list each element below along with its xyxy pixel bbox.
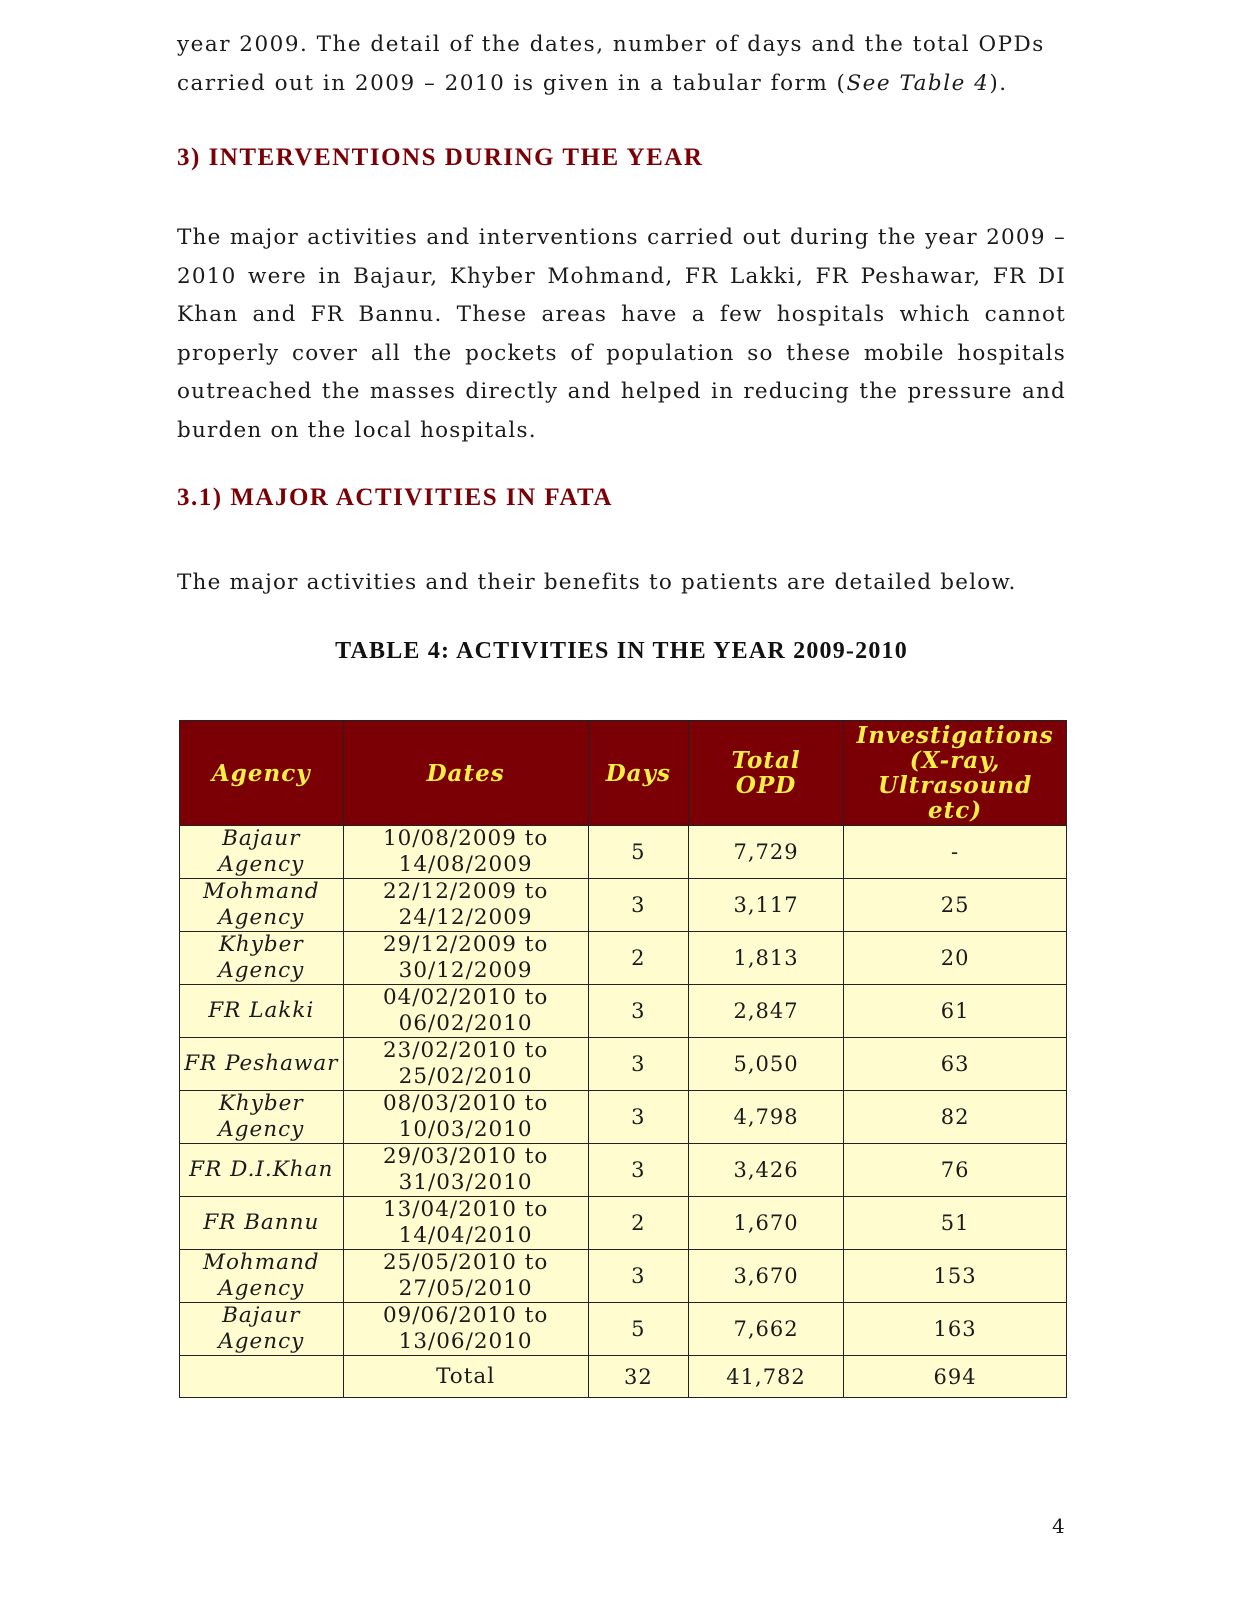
opd-cell: 1,670	[688, 1197, 843, 1250]
activities-table	[179, 720, 1067, 1398]
opd-cell: 7,729	[688, 826, 843, 879]
total-opd-cell: 41,782	[688, 1356, 843, 1398]
opd-cell: 3,670	[688, 1250, 843, 1303]
agency-cell: Bajaur Agency	[180, 1303, 344, 1356]
table-row	[180, 1197, 1067, 1250]
days-cell: 3	[588, 1038, 688, 1091]
section-3-1-heading: 3.1) MAJOR ACTIVITIES IN FATA	[177, 484, 613, 511]
header-total-opd: Total OPD	[688, 721, 843, 826]
agency-cell: Khyber Agency	[180, 1091, 344, 1144]
days-cell: 2	[588, 932, 688, 985]
table-reference: See Table 4	[846, 70, 990, 96]
table-row	[180, 1250, 1067, 1303]
agency-cell: Khyber Agency	[180, 932, 344, 985]
investigations-cell: 82	[844, 1091, 1067, 1144]
total-days-cell: 32	[588, 1356, 688, 1398]
investigations-cell: 61	[844, 985, 1067, 1038]
dates-cell: 23/02/2010 to 25/02/2010	[343, 1038, 588, 1091]
dates-cell: 04/02/2010 to 06/02/2010	[343, 985, 588, 1038]
intro-line-2a: carried out in 2009 – 2010 is given in a tabular form (	[177, 70, 847, 96]
days-cell: 3	[588, 1250, 688, 1303]
investigations-cell: 20	[844, 932, 1067, 985]
agency-cell: FR Peshawar	[180, 1038, 344, 1091]
days-cell: 3	[588, 985, 688, 1038]
days-cell: 3	[588, 1091, 688, 1144]
investigations-cell: 153	[844, 1250, 1067, 1303]
agency-cell: FR D.I.Khan	[180, 1144, 344, 1197]
days-cell: 5	[588, 826, 688, 879]
total-empty-cell	[180, 1356, 344, 1398]
table-body	[180, 826, 1067, 1398]
section-3-paragraph: The major activities and interventions carried out during the year 2009 – 2010 were in Bajaur, Khyber Mohmand, FR Lakki, FR Peshawar, FR DI Khan and FR Bannu. These areas have a few hospitals which cannot properly cover all the pockets of population so these mobile hospitals outreached the masses directly and helped in reducing the pressure and burden on the local hospitals.	[177, 225, 1066, 443]
agency-cell: FR Lakki	[180, 985, 344, 1038]
investigations-cell: 76	[844, 1144, 1067, 1197]
header-investigations: Investigations (X-ray, Ultrasound etc)	[844, 721, 1067, 826]
total-investigations-cell: 694	[844, 1356, 1067, 1398]
days-cell: 5	[588, 1303, 688, 1356]
dates-cell: 29/12/2009 to 30/12/2009	[343, 932, 588, 985]
table-total-row	[180, 1356, 1067, 1398]
days-cell: 3	[588, 1144, 688, 1197]
days-cell: 2	[588, 1197, 688, 1250]
investigations-cell: 25	[844, 879, 1067, 932]
intro-paragraph	[177, 26, 1066, 103]
dates-cell: 29/03/2010 to 31/03/2010	[343, 1144, 588, 1197]
opd-cell: 3,117	[688, 879, 843, 932]
agency-cell: Mohmand Agency	[180, 879, 344, 932]
investigations-cell: 63	[844, 1038, 1067, 1091]
agency-cell: Mohmand Agency	[180, 1250, 344, 1303]
opd-cell: 1,813	[688, 932, 843, 985]
investigations-cell: -	[844, 826, 1067, 879]
intro-line-2b: ).	[989, 70, 1008, 96]
opd-cell: 4,798	[688, 1091, 843, 1144]
table-row	[180, 1144, 1067, 1197]
table-row	[180, 1303, 1067, 1356]
dates-cell: 09/06/2010 to 13/06/2010	[343, 1303, 588, 1356]
section-3-heading: 3) INTERVENTIONS DURING THE YEAR	[177, 144, 704, 171]
opd-cell: 5,050	[688, 1038, 843, 1091]
dates-cell: 10/08/2009 to 14/08/2009	[343, 826, 588, 879]
table-row	[180, 1091, 1067, 1144]
dates-cell: 25/05/2010 to 27/05/2010	[343, 1250, 588, 1303]
dates-cell: 08/03/2010 to 10/03/2010	[343, 1091, 588, 1144]
dates-cell: 22/12/2009 to 24/12/2009	[343, 879, 588, 932]
opd-cell: 2,847	[688, 985, 843, 1038]
opd-cell: 7,662	[688, 1303, 843, 1356]
table-row	[180, 879, 1067, 932]
section-3-1-paragraph: The major activities and their benefits to patients are detailed below.	[177, 570, 1017, 595]
intro-line-1: year 2009. The detail of the dates, number of days and the total OPDs	[177, 32, 1045, 57]
table-row	[180, 985, 1067, 1038]
agency-cell: FR Bannu	[180, 1197, 344, 1250]
header-days: Days	[588, 721, 688, 826]
dates-cell: 13/04/2010 to 14/04/2010	[343, 1197, 588, 1250]
total-label-cell: Total	[343, 1356, 588, 1398]
table-header-row	[180, 721, 1067, 826]
investigations-cell: 51	[844, 1197, 1067, 1250]
investigations-cell: 163	[844, 1303, 1067, 1356]
table-caption: TABLE 4: ACTIVITIES IN THE YEAR 2009-2010	[335, 638, 908, 664]
header-dates: Dates	[343, 721, 588, 826]
table-row	[180, 826, 1067, 879]
table-row	[180, 1038, 1067, 1091]
header-agency: Agency	[180, 721, 344, 826]
opd-cell: 3,426	[688, 1144, 843, 1197]
table-row	[180, 932, 1067, 985]
agency-cell: Bajaur Agency	[180, 826, 344, 879]
days-cell: 3	[588, 879, 688, 932]
page-number: 4	[1052, 1514, 1065, 1538]
